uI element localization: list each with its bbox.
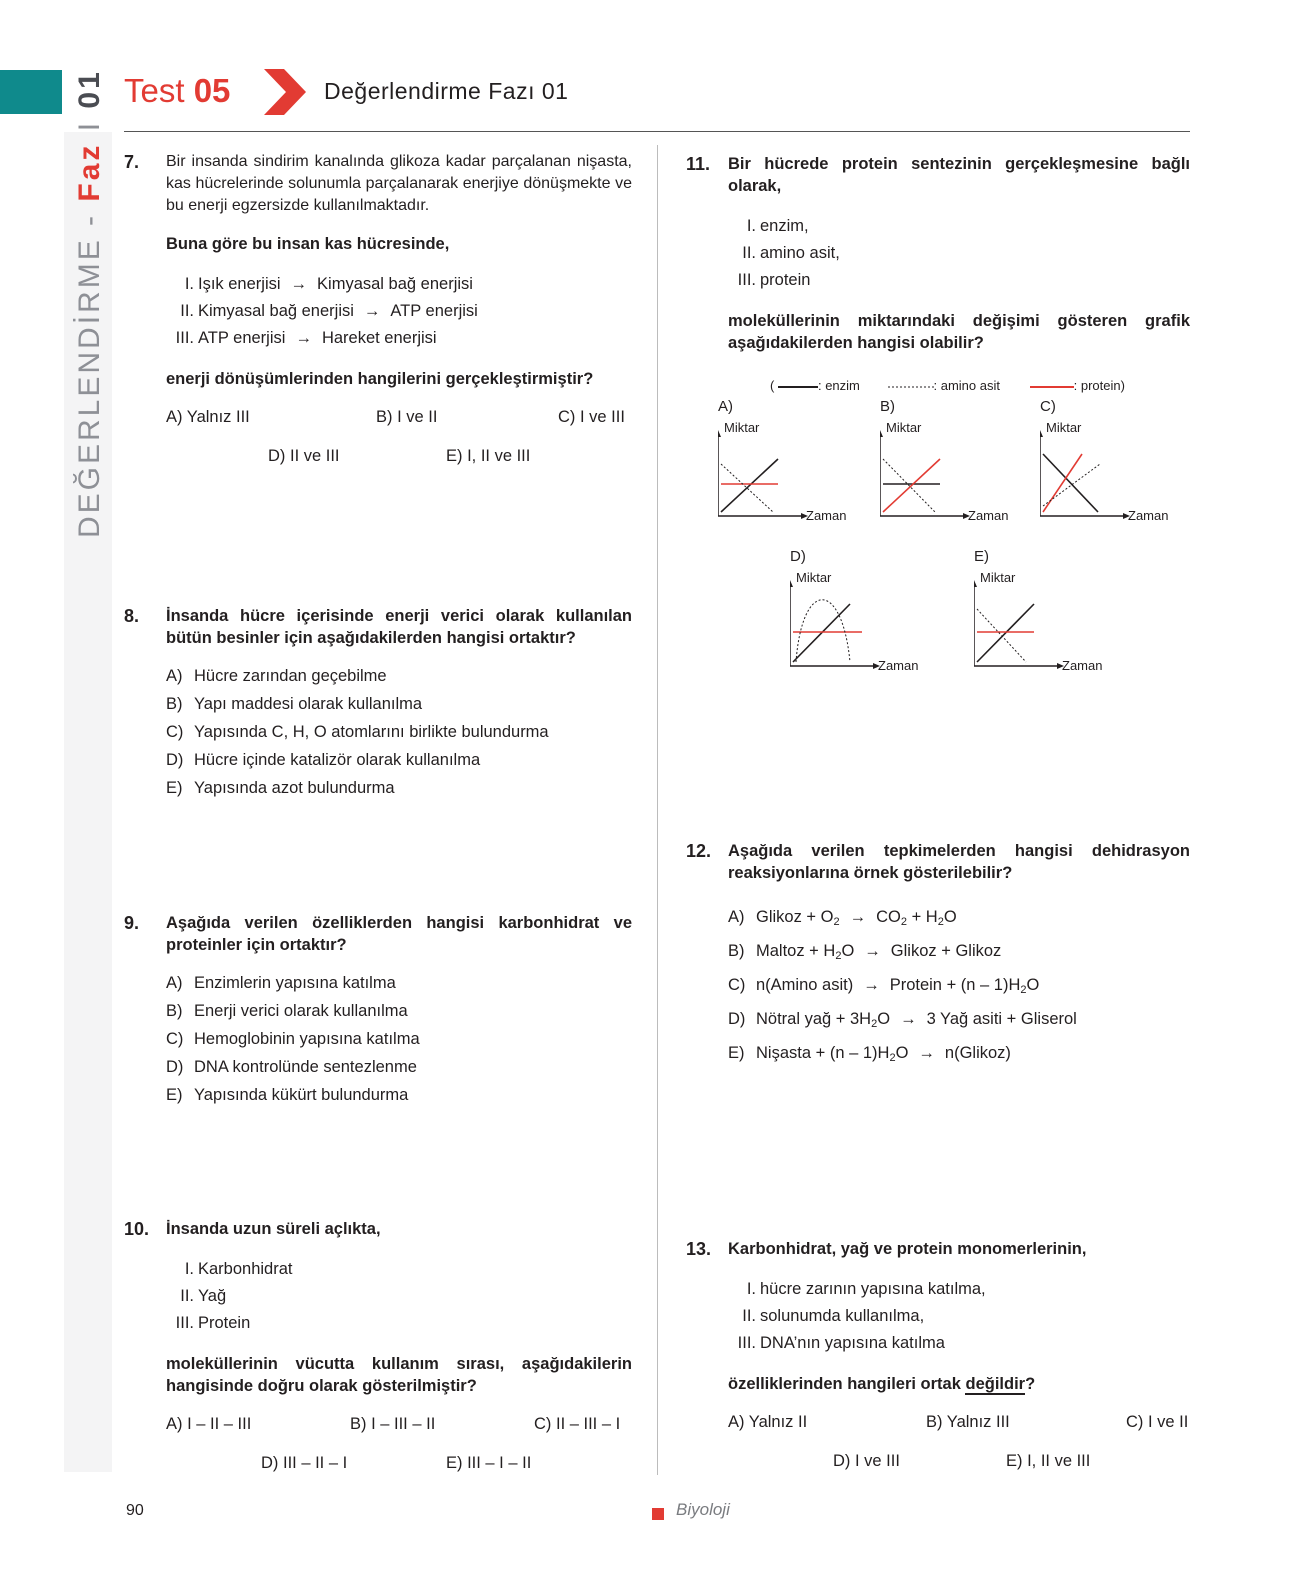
option-a[interactable]: A) I – II – III — [166, 1415, 252, 1433]
x-axis-label: Zaman — [968, 508, 1009, 523]
test-number: 05 — [193, 72, 231, 109]
question-number: 10. — [124, 1219, 150, 1239]
option-e[interactable]: E) Nişasta + $(n - 1)H_2O$ → n(Glikoz) — [728, 1044, 1011, 1064]
graph-option-label: B) — [880, 398, 895, 415]
header-divider — [124, 131, 1190, 132]
sidebar-vertical-label: DEĞERLENDİRME - Faz I 01 — [73, 69, 106, 538]
protein-line — [1043, 454, 1082, 512]
y-axis-arrow — [974, 580, 977, 587]
y-axis-arrow — [790, 580, 793, 587]
roman-item: I. Karbonhidrat — [184, 1260, 293, 1278]
option-d[interactable]: D) II ve III — [268, 447, 340, 465]
y-axis-arrow — [718, 430, 721, 437]
y-axis-label: Miktar — [886, 420, 922, 435]
roman-item: III. Protein — [175, 1314, 251, 1332]
roman-item: II. amino asit, — [742, 244, 840, 262]
option-e[interactable]: E) Yapısında kükürt bulundurma — [166, 1086, 409, 1104]
option-b[interactable]: B) Yapı maddesi olarak kullanılma — [166, 695, 423, 713]
y-axis-label: Miktar — [724, 420, 760, 435]
question-number: 11. — [686, 154, 711, 174]
option-d[interactable]: D) Hücre içinde katalizör olarak kullanılma — [166, 751, 481, 769]
roman-item: II. Kimyasal bağ enerjisi → ATP enerjisi — [180, 302, 478, 320]
y-axis-arrow — [880, 430, 883, 437]
teal-corner-tab — [0, 70, 62, 114]
graph-legend: ( : enzim : amino asit : protein) — [770, 378, 1125, 393]
graph-option-label: C) — [1040, 398, 1056, 415]
enzyme-line — [721, 459, 778, 512]
question-number: 7. — [124, 152, 140, 172]
enzyme-line — [1043, 454, 1098, 512]
option-a[interactable]: A) Glikoz + $O_2 \to CO_2 + H_2O$ — [728, 908, 957, 928]
option-e[interactable]: E) Yapısında azot bulundurma — [166, 779, 395, 797]
option-a[interactable]: A) Enzimlerin yapısına katılma — [166, 974, 396, 992]
question-prompt: Bir hücrede protein sentezinin gerçekleşmesine bağlı olarak, — [728, 155, 1190, 195]
option-a[interactable]: A) Yalnız II — [728, 1413, 808, 1431]
y-axis-label: Miktar — [1046, 420, 1082, 435]
roman-item: II. Yağ — [180, 1287, 227, 1305]
question-stem: enerji dönüşümlerinden hangilerini gerçekleştirmiştir? — [166, 370, 594, 388]
option-b[interactable]: B) Enerji verici olarak kullanılma — [166, 1002, 408, 1020]
question-number: 13. — [686, 1239, 712, 1259]
emphasis-underline: değildir — [965, 1375, 1026, 1393]
question-stem: moleküllerinin vücutta kullanım sırası, aşağıdakilerin hangisinde doğru olarak gösterilmiştir? — [166, 1355, 632, 1395]
option-c[interactable]: C) n(Amino asit) → Protein + $(n - 1)H_2O$ — [728, 976, 1040, 996]
question-stem: Aşağıda verilen tepkimelerden hangisi dehidrasyon reaksiyonlarına örnek gösterilebilir? — [728, 842, 1190, 882]
option-c[interactable]: C) II – III – I — [534, 1415, 621, 1433]
page-title: Değerlendirme Fazı 01 — [324, 78, 569, 104]
enzyme-line — [977, 604, 1034, 662]
question-prompt: İnsanda uzun süreli açlıkta, — [166, 1220, 381, 1238]
legend-solid-line — [778, 383, 818, 391]
y-axis-label: Miktar — [980, 570, 1016, 585]
test-label: Test 05 — [124, 72, 231, 109]
x-axis-label: Zaman — [1128, 508, 1169, 523]
question-stem: özelliklerinden hangileri ortak değildir? — [728, 1375, 1036, 1393]
option-e[interactable]: E) III – I – II — [446, 1454, 532, 1472]
option-c[interactable]: C) Yapısında C, H, O atomlarını birlikte bulundurma — [166, 723, 549, 741]
question-stem: İnsanda hücre içerisinde enerji verici olarak kullanılan bütün besinler için aşağıdakilerden hangisi ortaktır? — [166, 607, 632, 647]
x-axis-label: Zaman — [806, 508, 847, 523]
answer-graph[interactable] — [880, 398, 1020, 526]
option-d[interactable]: D) III – II – I — [261, 1454, 348, 1472]
protein-line — [883, 459, 940, 512]
question-stem: moleküllerinin miktarındaki değişimi gösteren grafik aşağıdakilerden hangisi olabilir? — [728, 312, 1190, 352]
legend-red-line — [1030, 383, 1074, 391]
option-e[interactable]: E) I, II ve III — [1006, 1452, 1091, 1470]
roman-item: I. hücre zarının yapısına katılma, — [746, 1280, 986, 1298]
chevron-right-icon — [264, 69, 306, 115]
option-b[interactable]: B) Yalnız III — [926, 1413, 1010, 1431]
answer-graph[interactable] — [1040, 398, 1180, 526]
question-text: Bir insanda sindirim kanalında glikoza kadar parçalanan nişasta, kas hücrelerinde solunumla parçalanarak enerjiye dönüşmekte ve bu enerji egzersizde kullanılmaktadır. — [166, 153, 632, 214]
option-e[interactable]: E) I, II ve III — [446, 447, 531, 465]
option-d[interactable]: D) I ve III — [833, 1452, 900, 1470]
y-axis-arrow — [1040, 430, 1043, 437]
subject-square-icon — [652, 1508, 664, 1520]
option-a[interactable]: A) Yalnız III — [166, 408, 250, 426]
roman-item: I. enzim, — [746, 217, 809, 235]
legend-dotted-line — [888, 383, 934, 391]
question-prompt: Karbonhidrat, yağ ve protein monomerlerinin, — [728, 1240, 1087, 1258]
graph-option-label: D) — [790, 548, 806, 565]
question-prompt: Buna göre bu insan kas hücresinde, — [166, 235, 450, 253]
answer-graph[interactable] — [974, 548, 1114, 676]
roman-item: I. Işık enerjisi → Kimyasal bağ enerjisi — [184, 275, 473, 293]
option-c[interactable]: C) I ve III — [558, 408, 625, 426]
x-axis-label: Zaman — [1062, 658, 1103, 673]
option-d[interactable]: D) Nötral yağ + $3H_2O \to 3$ Yağ asiti + Gliserol — [728, 1010, 1077, 1030]
option-b[interactable]: B) I ve II — [376, 408, 438, 426]
option-d[interactable]: D) DNA kontrolünde sentezlenme — [166, 1058, 417, 1076]
roman-item: II. solunumda kullanılma, — [742, 1307, 925, 1325]
option-b[interactable]: B) Maltoz + $H_2O$ → Glikoz + Glikoz — [728, 942, 1002, 962]
roman-item: III. DNA’nın yapısına katılma — [737, 1334, 945, 1352]
page-number: 90 — [126, 1502, 144, 1519]
question-number: 9. — [124, 913, 140, 933]
question-stem: Aşağıda verilen özelliklerden hangisi karbonhidrat ve proteinler için ortaktır? — [166, 914, 632, 954]
answer-graph[interactable] — [718, 398, 858, 526]
graph-option-label: E) — [974, 548, 989, 565]
question-number: 8. — [124, 606, 140, 626]
column-divider — [657, 145, 658, 1475]
question-number: 12. — [686, 841, 712, 861]
roman-item: III. protein — [737, 271, 811, 289]
enzyme-line — [793, 604, 850, 662]
option-c[interactable]: C) I ve II — [1126, 1413, 1189, 1431]
y-axis-label: Miktar — [796, 570, 832, 585]
subject-label: Biyoloji — [676, 1500, 730, 1519]
option-a[interactable]: A) Hücre zarından geçebilme — [166, 667, 387, 685]
x-axis-label: Zaman — [878, 658, 919, 673]
roman-item: III. ATP enerjisi → Hareket enerjisi — [175, 329, 437, 347]
option-b[interactable]: B) I – III – II — [350, 1415, 436, 1433]
option-c[interactable]: C) Hemoglobinin yapısına katılma — [166, 1030, 420, 1048]
graph-option-label: A) — [718, 398, 733, 415]
answer-graph[interactable] — [790, 548, 930, 676]
